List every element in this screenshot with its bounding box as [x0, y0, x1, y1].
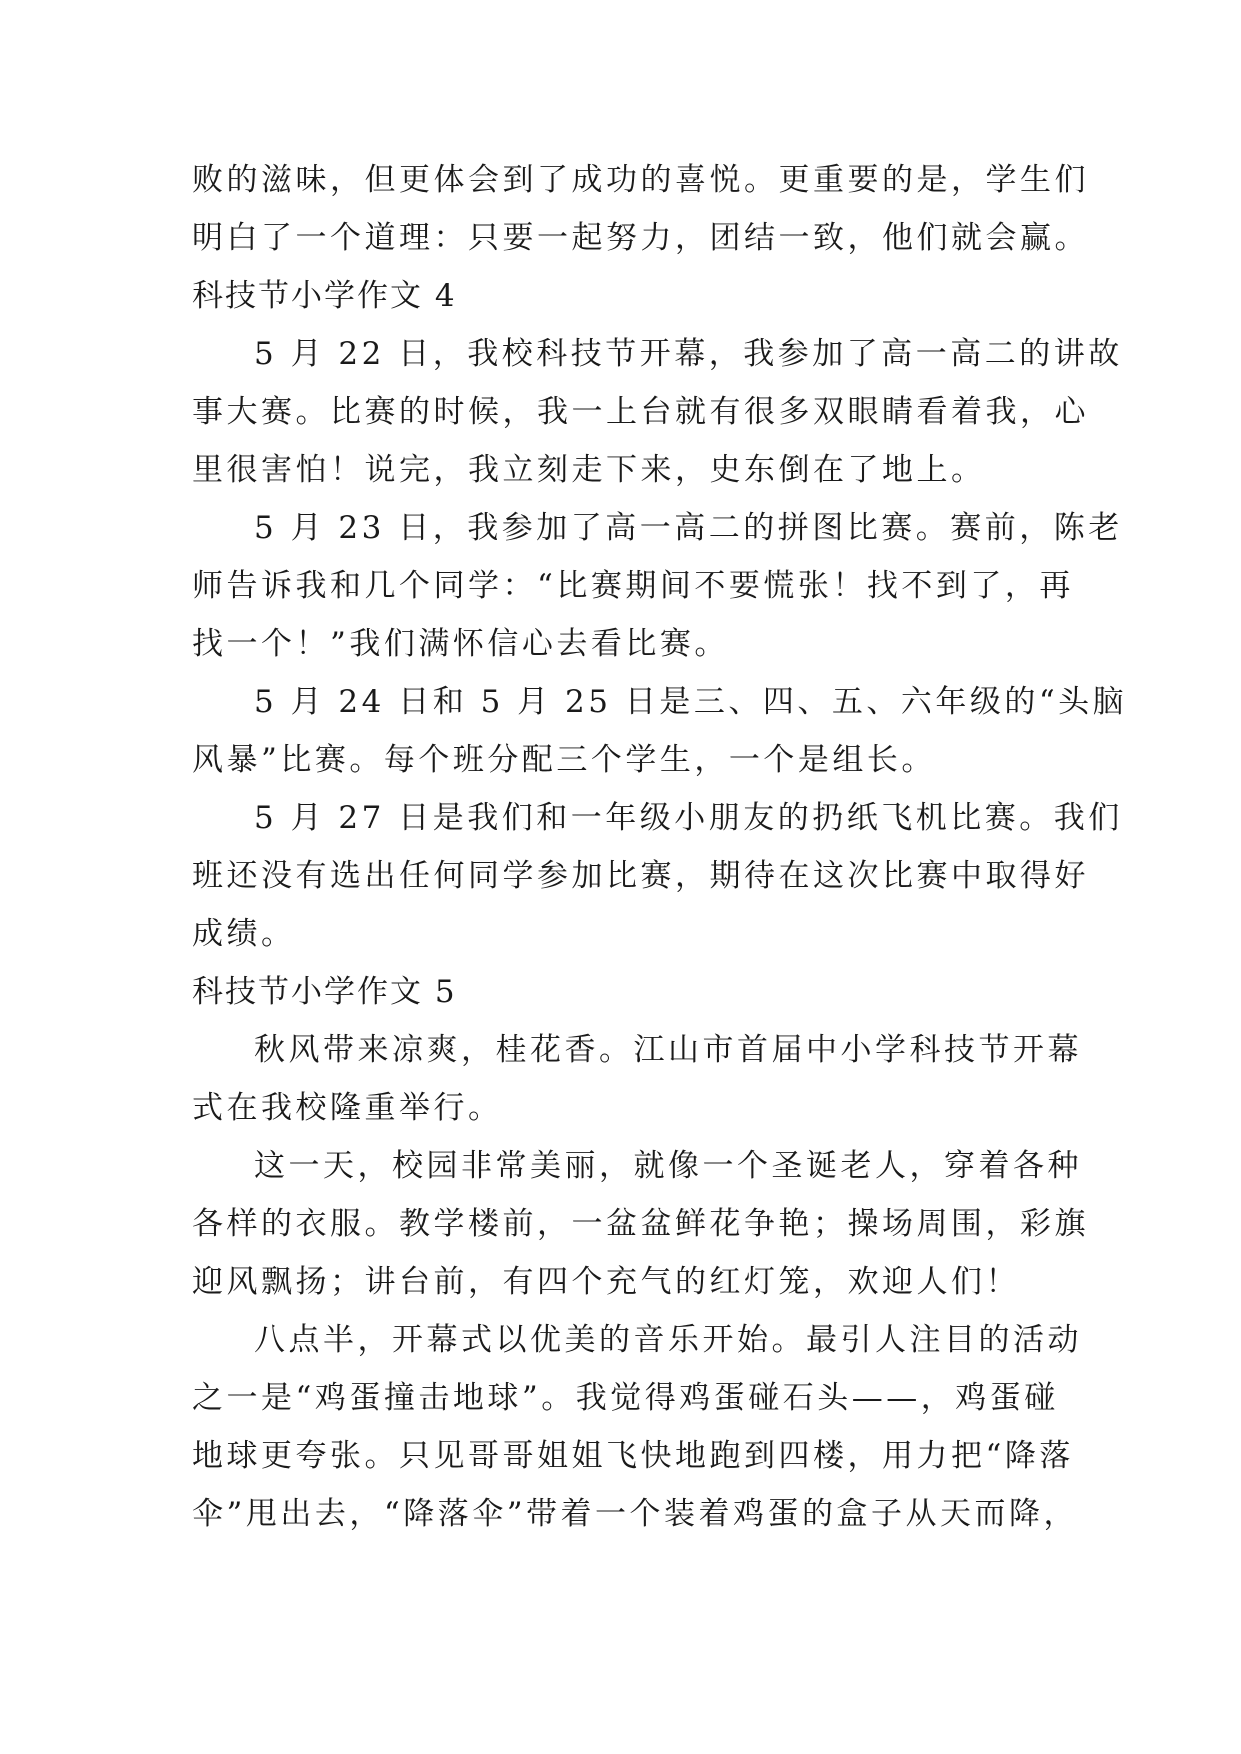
text-line: 班还没有选出任何同学参加比赛，期待在这次比赛中取得好 [192, 858, 1089, 894]
text-line: 风暴”比赛。每个班分配三个学生，一个是组长。 [192, 742, 936, 778]
text-line: 迎风飘扬；讲台前，有四个充气的红灯笼，欢迎人们！ [192, 1264, 1020, 1300]
text-line: 败的滋味，但更体会到了成功的喜悦。更重要的是，学生们 [192, 162, 1089, 198]
paragraph-start-line: 5 月 27 日是我们和一年级小朋友的扔纸飞机比赛。我们 [254, 800, 1123, 836]
paragraph-start-line: 这一天，校园非常美丽，就像一个圣诞老人，穿着各种 [254, 1148, 1082, 1184]
text-line: 里很害怕！说完，我立刻走下来，史东倒在了地上。 [192, 452, 986, 488]
text-line: 式在我校隆重举行。 [192, 1090, 503, 1126]
text-line: 地球更夸张。只见哥哥姐姐飞快地跑到四楼，用力把“降落 [192, 1438, 1074, 1474]
paragraph-start-line: 5 月 24 日和 5 月 25 日是三、四、五、六年级的“头脑 [254, 684, 1128, 720]
section-heading: 科技节小学作文 4 [192, 278, 457, 314]
text-line: 师告诉我和几个同学：“比赛期间不要慌张！找不到了，再 [192, 568, 1074, 604]
text-line: 明白了一个道理：只要一起努力，团结一致，他们就会赢。 [192, 220, 1089, 256]
text-line: 之一是“鸡蛋撞击地球”。我觉得鸡蛋碰石头——，鸡蛋碰 [192, 1380, 1059, 1416]
text-line: 事大赛。比赛的时候，我一上台就有很多双眼睛看着我，心 [192, 394, 1089, 430]
paragraph-start-line: 八点半，开幕式以优美的音乐开始。最引人注目的活动 [254, 1322, 1082, 1358]
text-line: 成绩。 [192, 916, 296, 952]
paragraph-start-line: 秋风带来凉爽，桂花香。江山市首届中小学科技节开幕 [254, 1032, 1082, 1068]
text-line: 伞”甩出去，“降落伞”带着一个装着鸡蛋的盒子从天而降， [192, 1496, 1079, 1532]
paragraph-start-line: 5 月 23 日，我参加了高一高二的拼图比赛。赛前，陈老 [254, 510, 1123, 546]
document-page [192, 160, 1128, 1552]
paragraph-start-line: 5 月 22 日，我校科技节开幕，我参加了高一高二的讲故 [254, 336, 1123, 372]
text-line: 找一个！”我们满怀信心去看比赛。 [192, 626, 729, 662]
text-line: 各样的衣服。教学楼前，一盆盆鲜花争艳；操场周围，彩旗 [192, 1206, 1089, 1242]
section-heading: 科技节小学作文 5 [192, 974, 457, 1010]
